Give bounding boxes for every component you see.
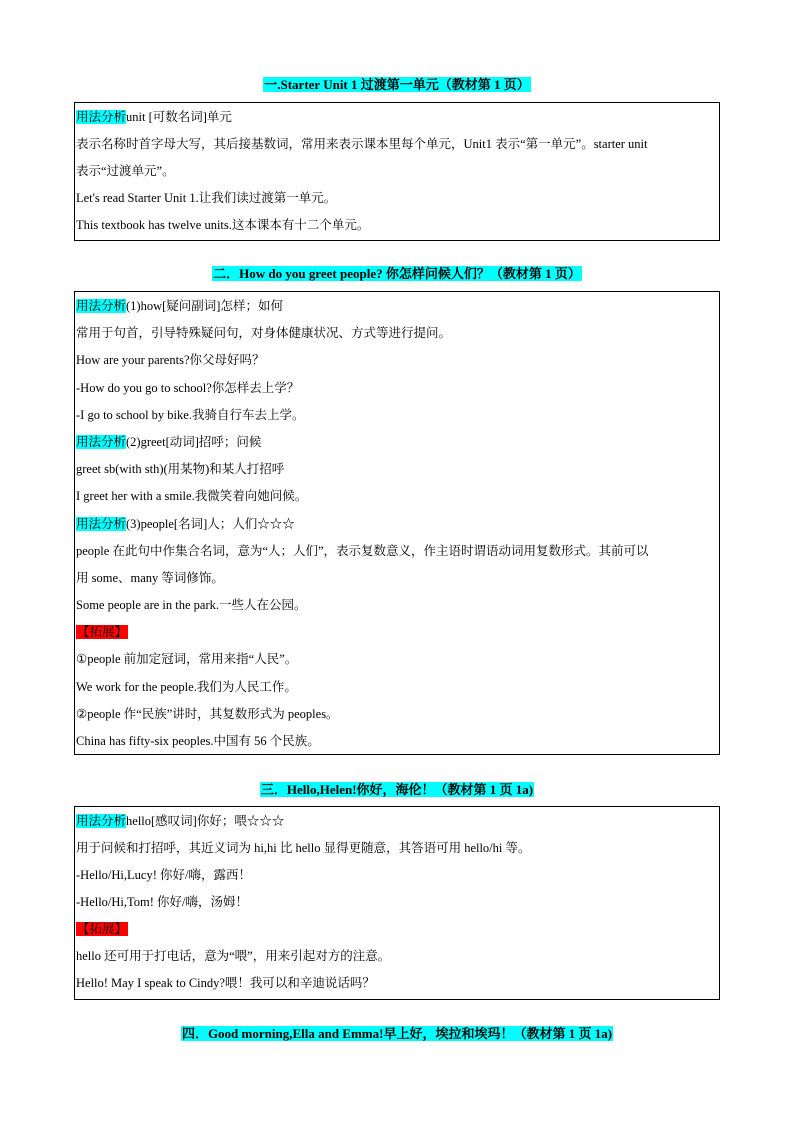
section-4-heading (0, 1025, 794, 1043)
line (76, 916, 717, 943)
section-3-heading (0, 781, 794, 799)
section-1-heading (0, 76, 794, 94)
line: We work for the people.我们为人民工作。 (76, 679, 297, 694)
line (76, 619, 717, 646)
section-2-title: 二．How do you greet people? 你怎样问候人们？（教材第 1 页） (213, 266, 581, 281)
line: 用法分析(3)people[名词]人；人们☆☆☆ (76, 516, 295, 531)
line: 表示名称时首字母大写，其后接基数词，常用来表示课本里每个单元，Unit1 表示“第一单元”。starter unit (76, 137, 648, 151)
section-3-box (74, 806, 720, 1000)
section-2-heading (0, 265, 794, 283)
extension-tag: 【拓展】 (77, 625, 128, 640)
line: 用法分析(1)how[疑问副词]怎样；如何 (76, 299, 283, 313)
line: How are your parents?你父母好吗？ (76, 353, 265, 368)
line: Hello! May I speak to Cindy?喂！我可以和辛迪说话吗？ (76, 976, 375, 990)
usage-analysis-tag: 用法分析 (76, 434, 127, 449)
line: -Hello/Hi,Tom! 你好/嗨，汤姆！ (76, 895, 249, 909)
line: hello 还可用于打电话，意为“喂”，用来引起对方的注意。 (76, 949, 391, 963)
section-2-box (74, 291, 720, 755)
section-4-title: 四．Good morning,Ella and Emma!早上好，埃拉和埃玛！（教材第 1 页 1a) (181, 1026, 613, 1041)
extension-tag: 【拓展】 (77, 922, 128, 936)
line: ①people 前加定冠词，常用来指“人民”。 (76, 652, 298, 667)
line: 表示“过渡单元”。 (76, 164, 175, 178)
line: China has fifty-six peoples.中国有 56 个民族。 (76, 734, 320, 748)
usage-analysis-tag: 用法分析 (76, 299, 127, 313)
line: -How do you go to school?你怎样去上学？ (76, 380, 300, 395)
usage-analysis-tag: 用法分析 (76, 110, 127, 124)
line: 用法分析unit [可数名词]单元 (76, 110, 232, 124)
line: ②people 作“民族”讲时，其复数形式为 peoples。 (76, 706, 339, 721)
usage-analysis-tag: 用法分析 (76, 814, 127, 828)
line: -Hello/Hi,Lucy! 你好/嗨，露西！ (76, 868, 251, 882)
section-1-title: 一.Starter Unit 1 过渡第一单元（教材第 1 页） (264, 77, 530, 92)
section-3-title: 三．Hello,Helen!你好，海伦！（教材第 1 页 1a) (260, 782, 534, 797)
line: 用于问候和打招呼，其近义词为 hi,hi 比 hello 显得更随意，其答语可用 hello/hi 等。 (76, 841, 531, 855)
line: 常用于句首，引导特殊疑问句，对身体健康状况、方式等进行提问。 (76, 326, 452, 341)
line: Some people are in the park.一些人在公园。 (76, 598, 307, 613)
section-1-box (74, 102, 720, 241)
line: 用法分析(2)greet[动词]招呼；问候 (76, 434, 262, 449)
line: 用 some、many 等词修饰。 (76, 570, 224, 585)
line: people 在此句中作集合名词，意为“人；人们”，表示复数意义，作主语时谓语动词用复数形式。其前可以 (76, 543, 649, 558)
line: 用法分析hello[感叹词]你好；喂☆☆☆ (76, 814, 285, 828)
usage-analysis-tag: 用法分析 (76, 516, 127, 531)
line: This textbook has twelve units.这本课本有十二个单元。 (76, 218, 370, 232)
line: I greet her with a smile.我微笑着向她问候。 (76, 489, 308, 504)
line: greet sb(with sth)(用某物)和某人打招呼 (76, 462, 285, 477)
line: Let's read Starter Unit 1.让我们读过渡第一单元。 (76, 191, 337, 205)
line: -I go to school by bike.我骑自行车去上学。 (76, 407, 305, 422)
